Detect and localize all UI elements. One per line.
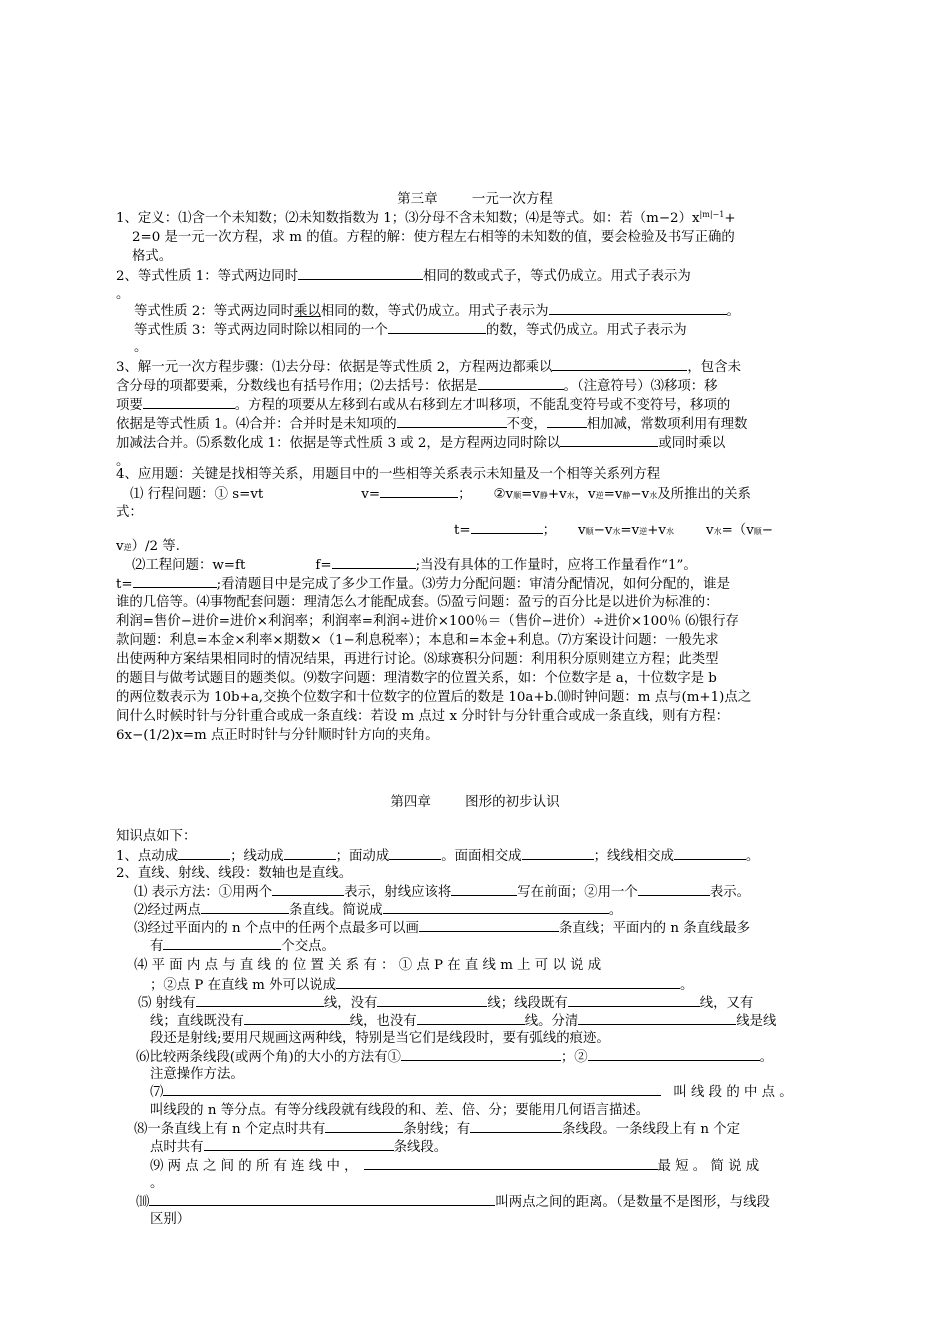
text-span: 水 — [649, 491, 658, 500]
ch4-line — [150, 936, 838, 956]
blank-line — [674, 846, 746, 860]
ch3-line: 。 — [116, 287, 130, 302]
blank-line — [478, 376, 564, 390]
text-span: ，包含未 — [687, 360, 741, 375]
text-span: v — [578, 523, 586, 538]
text-span: v — [116, 539, 124, 554]
text-span: 含分母的项都要乘，分数线也有括号作用；⑵去括号：依据是 — [116, 379, 478, 394]
ch3-line — [116, 574, 838, 594]
blank-line — [163, 936, 281, 950]
ch3-line: 出使两种方案结果相同时的情况结果，再进行讨论。⑻球赛积分问题：利用积分原则建立方程；此类型 — [116, 652, 719, 667]
blank-line — [397, 414, 507, 428]
text-span: ⑺ — [150, 1085, 164, 1100]
text-span: ⑶经过平面内的 n 个点中的任两个点最多可以画 — [134, 921, 419, 936]
text-span: ； — [542, 523, 556, 538]
text-span: 水 — [612, 527, 621, 536]
text-span: ⑼ 两 点 之 间 的 所 有 连 线 中 ， — [150, 1159, 358, 1174]
blank-line — [419, 918, 559, 932]
text-span: 条线段。一条线段上有 n 个定 — [562, 1122, 740, 1137]
blank-line — [244, 1011, 350, 1025]
ch4-line — [138, 993, 838, 1013]
blank-line — [588, 1047, 760, 1061]
blank-line — [383, 900, 609, 914]
text-span: ⑸ 射线有 — [138, 996, 196, 1011]
ch4-line — [136, 1047, 848, 1067]
text-span: f= — [315, 558, 332, 573]
ch4-line — [150, 975, 838, 995]
text-span: 线；线段既有 — [487, 996, 568, 1011]
ch4-line: 区别） — [150, 1212, 191, 1227]
ch4-line — [134, 1119, 838, 1139]
blank-line — [332, 555, 416, 569]
text-span: 不变， — [506, 417, 547, 432]
blank-line — [451, 882, 517, 896]
text-span: 叫两点之间的距离。（是数量不是图形，与线段 — [495, 1195, 770, 1210]
ch4-line: 段还是射线;要用尺规画这两种线，特别是当它们是线段时，要有弧线的痕迹。 — [150, 1031, 610, 1046]
text-span: 。（注意符号）⑶移项：移 — [563, 379, 718, 394]
text-span: 等式性质 3：等式两边同时除以相同的一个 — [134, 323, 388, 338]
text-span: 。方程的项要从左移到右或从右移到左才叫移项，不能乱变符号或不变符号，移项的 — [234, 398, 731, 413]
text-span: ；面动成 — [335, 849, 390, 864]
text-span: 线是线 — [736, 1014, 777, 1029]
text-span: ;当没有具体的工作量时，应将工作量看作“1”。 — [415, 558, 697, 573]
blank-line — [364, 1156, 658, 1170]
text-span: 加减法合并。⑸系数化成 1：依据是等式性质 3 或 2，是方程两边同时除以 — [116, 436, 561, 451]
text-span: 条直线；平面内的 n 条直线最多 — [558, 921, 751, 936]
text-span: 等式性质 2：等式两边同时 — [134, 304, 295, 319]
ch3-line: 利润=售价−进价=进价×利润率；利润率=利润÷进价×100％＝（售价−进价）÷进价×100％ ⑹银行存 — [116, 614, 739, 629]
ch3-line: 格式。 — [132, 249, 173, 264]
ch3-line — [116, 395, 838, 415]
text-span: 或同时乘以 — [658, 436, 726, 451]
text-span: 逆 — [595, 491, 604, 500]
text-span: 叫 线 段 的 中 点 。 — [673, 1085, 793, 1100]
text-span: = — [620, 523, 632, 538]
text-span: t= — [116, 577, 133, 592]
text-span: ；②点 P 在直线 m 外可以说成 — [150, 978, 337, 993]
blank-line — [401, 1047, 561, 1061]
text-span: 有 — [150, 939, 164, 954]
ch3-line: 6x−(1/2)x=m 点正时时针与分针顺时针方向的夹角。 — [116, 728, 439, 743]
text-span: 线，也没有 — [349, 1014, 417, 1029]
text-span: 1、定义：⑴含一个未知数；⑵未知数指数为 1；⑶分母不含未知数；⑷是等式。如：若（m−2）x — [116, 211, 700, 226]
ch3-line — [134, 320, 838, 340]
ch4-line — [116, 846, 838, 866]
text-span: 线，又有 — [699, 996, 754, 1011]
ch4-line — [134, 882, 838, 902]
text-span: ；② — [560, 1050, 588, 1065]
ch3-line: 式： — [116, 505, 143, 520]
blank-line — [560, 433, 658, 447]
text-span: 乘以 — [294, 304, 321, 319]
text-span: 2、等式性质 1：等式两边同时 — [116, 269, 298, 284]
text-span: |m|−1 — [699, 210, 725, 219]
blank-line — [163, 1082, 661, 1096]
text-span: 逆 — [123, 543, 132, 552]
ch4-line — [134, 900, 838, 920]
text-span: 水 — [566, 491, 575, 500]
text-span: +v — [647, 523, 666, 538]
blank-line — [638, 882, 710, 896]
ch3-line: 款问题：利息=本金×利率×期数×（1−利息税率）；本息和=本金+利息。⑺方案设计问题：一般先求 — [116, 633, 719, 648]
text-span: 个交点。 — [281, 939, 335, 954]
text-span: v — [631, 523, 640, 538]
blank-line — [196, 993, 324, 1007]
text-span: 依据是等式性质 1。⑷合并：合并时是未知项的 — [116, 417, 397, 432]
ch3-line: 2=0 是一元一次方程，求 m 的值。方程的解：使方程左右相等的未知数的值，要会检验及书写正确的 — [132, 230, 735, 245]
blank-line — [201, 900, 289, 914]
text-span: ；线动成 — [230, 849, 284, 864]
text-span: 及所推出的关系 — [657, 487, 751, 502]
text-span: 项要 — [116, 398, 143, 413]
text-span: 。面面相交成 — [441, 849, 522, 864]
ch4-line: 叫线段的 n 等分点。有等分线段就有线段的和、差、倍、分；要能用几何语言描述。 — [150, 1103, 650, 1118]
ch3-line — [132, 555, 854, 575]
text-span: 条直线。简说成 — [288, 903, 383, 918]
blank-line — [549, 301, 727, 315]
text-span: =（v — [721, 523, 754, 538]
ch4-line: 。 — [150, 1176, 164, 1191]
text-span: ，v — [574, 487, 596, 502]
ch4-line — [136, 1192, 838, 1212]
text-span: 。 — [608, 903, 623, 918]
text-span: 。 — [726, 304, 740, 319]
blank-line — [578, 1011, 736, 1025]
text-span: 点时共有 — [150, 1140, 204, 1155]
chapter4-title: 第四章 图形的初步认识 — [390, 794, 560, 810]
blank-line — [336, 975, 680, 989]
text-span: +v — [547, 487, 567, 502]
blank-line — [149, 1192, 495, 1206]
ch3-line — [116, 209, 838, 228]
text-span: 。 — [745, 849, 760, 864]
text-span: v= — [361, 487, 381, 502]
ch4-line: ⑷ 平 面 内 点 与 直 线 的 位 置 关 系 有 ： ① 点 P 在 直 线 m 上 可 以 说 成 — [134, 958, 602, 973]
blank-line — [388, 320, 486, 334]
blank-line — [522, 846, 594, 860]
text-span: 相同的数或式子，等式仍成立。用式子表示为 — [422, 269, 691, 284]
text-span: =v — [603, 487, 623, 502]
text-span: 。 — [759, 1050, 774, 1065]
ch3-line — [130, 484, 838, 505]
blank-line — [568, 993, 700, 1007]
text-span: − — [761, 523, 773, 538]
blank-line — [470, 1119, 562, 1133]
blank-line — [325, 1119, 403, 1133]
ch4-line — [150, 1082, 838, 1102]
text-span: 逆 — [639, 527, 648, 536]
text-span: ②v — [493, 487, 514, 502]
blank-line — [133, 574, 217, 588]
text-span: v — [604, 523, 613, 538]
text-span: ；线线相交成 — [593, 849, 674, 864]
text-span: 静 — [539, 491, 548, 500]
text-span: ⑽ — [136, 1195, 150, 1210]
blank-line — [272, 882, 344, 896]
blank-line — [143, 395, 235, 409]
ch3-line — [116, 376, 838, 396]
ch3-line: 的题目与做考试题目的题类似。⑼数字问题：理清数字的位置关系，如：个位数字是 a，十位数字是 b — [116, 671, 717, 686]
blank-line — [547, 414, 587, 428]
text-span: 表示。 — [709, 885, 750, 900]
ch3-line — [116, 433, 838, 453]
blank-line — [552, 357, 687, 371]
text-span: ）/2 等. — [131, 539, 180, 554]
ch4-line: 注意操作方法。 — [150, 1067, 244, 1082]
text-span: 表示，射线应该将 — [344, 885, 452, 900]
blank-line — [471, 520, 543, 534]
text-span: v — [706, 523, 714, 538]
text-span: 写在前面；②用一个 — [517, 885, 638, 900]
text-span: 水 — [666, 527, 674, 536]
ch4-line — [150, 1011, 838, 1031]
text-span: ⑵工程问题：w=ft — [132, 558, 246, 573]
text-span: 顺 — [753, 527, 762, 536]
ch3-line: 。 — [134, 340, 148, 355]
ch4-line — [134, 918, 838, 938]
text-span: 的数，等式仍成立。用式子表示为 — [485, 323, 687, 338]
ch3-line: 的两位数表示为 10b+a,交换个位数字和十位数字的位置后的数是 10a+b.⑽时钟问题：m 点与(m+1)点之 — [116, 690, 752, 705]
text-span: − — [593, 523, 605, 538]
text-span: 顺 — [585, 527, 594, 536]
text-span: ； — [458, 487, 472, 502]
text-span: 相同的数，等式仍成立。用式子表示为 — [320, 304, 549, 319]
ch4-line — [150, 1156, 838, 1176]
text-span: =v — [521, 487, 540, 502]
ch3-line: 谁的几倍等。⑷事物配套问题：理清怎么才能配成套。⑸盈亏问题：盈亏的百分比是以进价为标准的： — [116, 595, 719, 610]
text-span: t= — [454, 523, 471, 538]
text-span: 水 — [713, 527, 722, 536]
blank-line — [377, 993, 487, 1007]
blank-line — [389, 846, 441, 860]
blank-line — [417, 1011, 525, 1025]
chapter3-title: 第三章 一元一次方程 — [397, 191, 553, 207]
ch3-line — [116, 266, 838, 286]
ch3-line — [116, 537, 838, 557]
text-span: 最 短 。 简 说 成 — [657, 1159, 760, 1174]
text-span: 。 — [680, 978, 694, 993]
text-span: ⑻一条直线上有 n 个定点时共有 — [134, 1122, 326, 1137]
ch3-line — [134, 301, 856, 321]
text-span: ⑴ 表示方法：①用两个 — [134, 885, 273, 900]
text-span: ⑹比较两条线段(或两个角)的大小的方法有① — [136, 1050, 401, 1065]
text-span: 相加减，常数项利用有理数 — [586, 417, 748, 432]
blank-line — [380, 484, 458, 498]
text-span: −v — [630, 487, 650, 502]
ch4-line: 2、直线、射线、线段：数轴也是直线。 — [116, 866, 353, 881]
text-span: 条射线；有 — [403, 1122, 471, 1137]
text-span: 线；直线既没有 — [150, 1014, 244, 1029]
ch4-line: 知识点如下： — [116, 829, 197, 844]
text-span: 静 — [622, 491, 631, 500]
text-span: ⑴ 行程问题：① s=vt — [130, 487, 264, 502]
ch3-line: 间什么时候时针与分针重合或成一条直线：若设 m 点过 x 分时针与分针重合或成一条直线，则有方程： — [116, 709, 730, 724]
text-span: 顺 — [513, 491, 522, 500]
ch3-line — [116, 357, 838, 377]
text-span: 线，没有 — [323, 996, 378, 1011]
text-span: ;看清题目中是完成了多少工作量。⑶劳力分配问题：审清分配情况，如何分配的，谁是 — [216, 577, 730, 592]
blank-line — [204, 1137, 394, 1151]
text-span: ⑵经过两点 — [134, 903, 201, 918]
blank-line — [298, 266, 423, 280]
ch4-line — [150, 1137, 838, 1157]
text-span: + — [724, 211, 736, 226]
ch3-line: 4、应用题：关键是找相等关系，用题目中的一些相等关系表示未知量及一个相等关系列方程 — [116, 467, 661, 482]
ch3-line: 。 — [116, 454, 130, 469]
ch3-line — [116, 414, 838, 434]
text-span: 条线段。 — [393, 1140, 448, 1155]
text-span: 线。分清 — [524, 1014, 579, 1029]
blank-line — [178, 846, 230, 860]
text-span: 3、解一元一次方程步骤：⑴去分母：依据是等式性质 2，方程两边都乘以 — [116, 360, 553, 375]
text-span: 1、点动成 — [116, 849, 179, 864]
blank-line — [284, 846, 336, 860]
